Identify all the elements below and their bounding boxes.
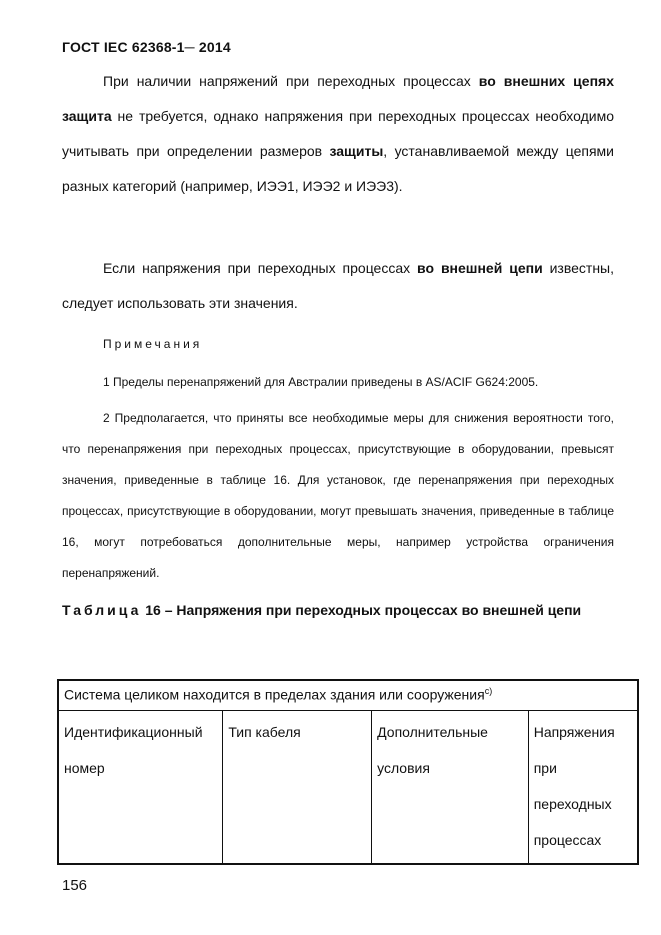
table-span-text: Система целиком находится в пределах здания или сооружения [64,686,485,703]
table-header-id: Идентификационный номер [58,710,223,864]
paragraph-2-text-a: Если напряжения при переходных процессах [103,260,418,276]
paragraph-1 [62,64,614,204]
table-span-row [58,680,638,710]
paragraph-2-text-b: известны, следует использовать эти значения. [62,260,615,311]
notes-title: Примечания [103,337,203,351]
paragraph-2-bold-a: во внешней цепи [417,260,543,276]
note-2: 2 Предполагается, что приняты все необходимые меры для снижения вероятности того, что перенапряжения при переходных процессах, присутствующие в оборудовании, превысят значения, приведенные в таблице 16. Для установок, где перенапряжения при переходных процессах, присутствующие в оборудовании, могут превышать значения, приведенные в таблице 16, могут потребоваться дополнительные меры, например устройства ограничения перенапряжений. [62,411,614,580]
table-header-conditions: Дополнительные условия [372,710,529,864]
table-span-footnote: c) [484,686,493,696]
table-span-cell [58,680,638,710]
table-header-row [58,710,638,864]
paragraph-2 [62,251,614,321]
transient-voltages-table [57,679,639,865]
paragraph-1-bold-b: защиты [329,143,384,159]
paragraph-1-text-b: не требуется, однако напряжения при переходных процессах необходимо учитывать при определении размеров [62,108,614,159]
note-1: 1 Пределы перенапряжений для Австралии приведены в AS/ACIF G624:2005. [103,375,539,389]
paragraph-1-bold-a: во внешних цепях защита [62,73,614,124]
document-header: ГОСТ IEC 62368-1─ 2014 [62,39,231,55]
table-header-voltages: Напряжения при переходных процессах [528,710,638,864]
page-number: 156 [62,877,88,894]
paragraph-1-text-a: При наличии напряжений при переходных процессах [103,73,479,89]
table-caption [62,593,614,628]
table-header-cable-type: Тип кабеля [223,710,372,864]
table-caption-text: 16 – Напряжения при переходных процессах во внешней цепи [141,602,582,618]
paragraph-1-text-c: , устанавливаемой между цепями разных категорий (например, ИЭЭ1, ИЭЭ2 и ИЭЭ3). [62,143,614,194]
table-caption-label: Таблица [62,602,142,618]
